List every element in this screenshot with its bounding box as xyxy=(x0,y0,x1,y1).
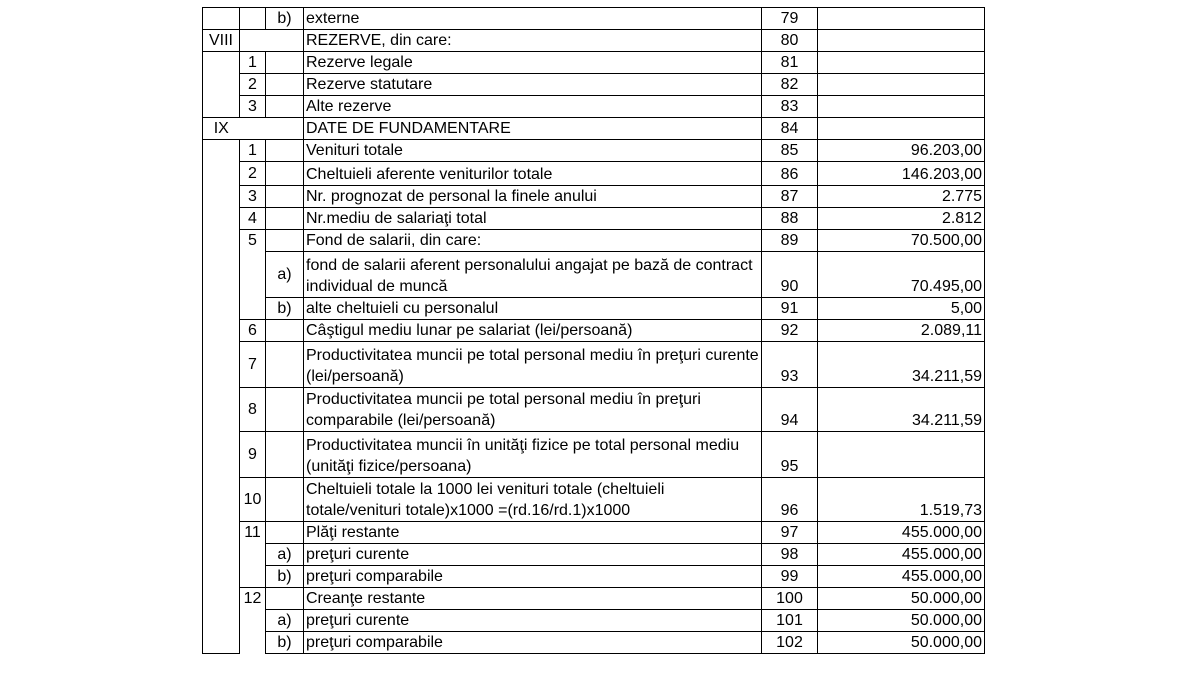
value-cell: 70.495,00 xyxy=(818,252,985,298)
roman-numeral-cell xyxy=(203,298,240,320)
table-row xyxy=(203,186,985,208)
item-number-cell xyxy=(240,298,266,320)
item-number-cell: 1 xyxy=(240,52,266,74)
value-cell: 1.519,73 xyxy=(818,478,985,522)
description-cell: Câştigul mediu lunar pe salariat (lei/persoană) xyxy=(304,320,762,342)
roman-numeral-cell: IX xyxy=(203,118,240,140)
table-row xyxy=(203,478,985,522)
value-cell xyxy=(818,432,985,478)
row-code-cell: 95 xyxy=(762,432,818,478)
table-row xyxy=(203,610,985,632)
sub-item-cell: b) xyxy=(266,632,304,654)
roman-numeral-cell xyxy=(203,588,240,610)
row-code-cell: 98 xyxy=(762,544,818,566)
description-cell: Plăţi restante xyxy=(304,522,762,544)
sub-item-cell xyxy=(266,30,304,52)
roman-numeral-cell xyxy=(203,162,240,186)
row-code-cell: 100 xyxy=(762,588,818,610)
roman-numeral-cell xyxy=(203,342,240,388)
sub-item-cell: b) xyxy=(266,566,304,588)
table-row xyxy=(203,432,985,478)
roman-numeral-cell xyxy=(203,52,240,74)
value-cell: 50.000,00 xyxy=(818,610,985,632)
item-number-cell: 4 xyxy=(240,208,266,230)
item-number-cell xyxy=(240,632,266,654)
roman-numeral-cell xyxy=(203,208,240,230)
table-row xyxy=(203,388,985,432)
description-cell: DATE DE FUNDAMENTARE xyxy=(304,118,762,140)
item-number-cell: 2 xyxy=(240,162,266,186)
table-row xyxy=(203,320,985,342)
value-cell: 146.203,00 xyxy=(818,162,985,186)
value-cell: 2.775 xyxy=(818,186,985,208)
row-code-cell: 96 xyxy=(762,478,818,522)
table-row xyxy=(203,566,985,588)
value-cell xyxy=(818,96,985,118)
row-code-cell: 90 xyxy=(762,252,818,298)
description-cell: Creanţe restante xyxy=(304,588,762,610)
roman-numeral-cell xyxy=(203,388,240,432)
value-cell: 455.000,00 xyxy=(818,522,985,544)
description-cell: Venituri totale xyxy=(304,140,762,162)
sub-item-cell: a) xyxy=(266,610,304,632)
item-number-cell: 3 xyxy=(240,186,266,208)
item-number-cell xyxy=(240,566,266,588)
sub-item-cell xyxy=(266,96,304,118)
item-number-cell xyxy=(240,118,266,140)
row-code-cell: 97 xyxy=(762,522,818,544)
row-code-cell: 79 xyxy=(762,8,818,30)
description-cell: Alte rezerve xyxy=(304,96,762,118)
value-cell: 34.211,59 xyxy=(818,342,985,388)
budget-table xyxy=(202,7,985,654)
item-number-cell: 2 xyxy=(240,74,266,96)
table-row xyxy=(203,74,985,96)
item-number-cell: 9 xyxy=(240,432,266,478)
roman-numeral-cell xyxy=(203,566,240,588)
roman-numeral-cell xyxy=(203,8,240,30)
roman-numeral-cell xyxy=(203,478,240,522)
value-cell: 70.500,00 xyxy=(818,230,985,252)
description-cell: Cheltuieli totale la 1000 lei venituri totale (cheltuieli totale/venituri totale)x1000 =(rd.16/rd.1)x1000 xyxy=(304,478,762,522)
item-number-cell: 11 xyxy=(240,522,266,544)
table-row xyxy=(203,632,985,654)
table-row xyxy=(203,522,985,544)
table-body xyxy=(203,8,985,654)
sub-item-cell xyxy=(266,478,304,522)
roman-numeral-cell xyxy=(203,252,240,298)
roman-numeral-cell xyxy=(203,74,240,96)
item-number-cell xyxy=(240,252,266,298)
value-cell: 2.089,11 xyxy=(818,320,985,342)
description-cell: Nr. prognozat de personal la finele anului xyxy=(304,186,762,208)
table-row xyxy=(203,588,985,610)
description-cell: preţuri comparabile xyxy=(304,632,762,654)
description-cell: Fond de salarii, din care: xyxy=(304,230,762,252)
description-cell: Productivitatea muncii pe total personal mediu în preţuri curente (lei/persoană) xyxy=(304,342,762,388)
table-row xyxy=(203,96,985,118)
table-row xyxy=(203,140,985,162)
row-code-cell: 85 xyxy=(762,140,818,162)
description-cell: preţuri curente xyxy=(304,610,762,632)
value-cell: 2.812 xyxy=(818,208,985,230)
value-cell: 455.000,00 xyxy=(818,544,985,566)
description-cell: Rezerve legale xyxy=(304,52,762,74)
item-number-cell: 1 xyxy=(240,140,266,162)
value-cell: 5,00 xyxy=(818,298,985,320)
row-code-cell: 91 xyxy=(762,298,818,320)
description-cell: Rezerve statutare xyxy=(304,74,762,96)
sub-item-cell xyxy=(266,588,304,610)
sub-item-cell xyxy=(266,208,304,230)
item-number-cell: 5 xyxy=(240,230,266,252)
roman-numeral-cell xyxy=(203,544,240,566)
row-code-cell: 82 xyxy=(762,74,818,96)
item-number-cell xyxy=(240,8,266,30)
description-cell: Nr.mediu de salariaţi total xyxy=(304,208,762,230)
budget-table-sheet xyxy=(202,7,985,654)
row-code-cell: 80 xyxy=(762,30,818,52)
row-code-cell: 101 xyxy=(762,610,818,632)
sub-item-cell xyxy=(266,186,304,208)
value-cell: 50.000,00 xyxy=(818,588,985,610)
roman-numeral-cell xyxy=(203,186,240,208)
table-row xyxy=(203,298,985,320)
description-cell: fond de salarii aferent personalului angajat pe bază de contract individual de muncă xyxy=(304,252,762,298)
description-cell: alte cheltuieli cu personalul xyxy=(304,298,762,320)
roman-numeral-cell xyxy=(203,522,240,544)
item-number-cell: 7 xyxy=(240,342,266,388)
description-cell: REZERVE, din care: xyxy=(304,30,762,52)
roman-numeral-cell xyxy=(203,230,240,252)
value-cell xyxy=(818,52,985,74)
item-number-cell: 12 xyxy=(240,588,266,610)
row-code-cell: 87 xyxy=(762,186,818,208)
sub-item-cell xyxy=(266,230,304,252)
value-cell: 455.000,00 xyxy=(818,566,985,588)
sub-item-cell: a) xyxy=(266,544,304,566)
roman-numeral-cell xyxy=(203,632,240,654)
item-number-cell: 6 xyxy=(240,320,266,342)
table-row xyxy=(203,30,985,52)
value-cell: 96.203,00 xyxy=(818,140,985,162)
description-cell: preţuri comparabile xyxy=(304,566,762,588)
item-number-cell: 10 xyxy=(240,478,266,522)
item-number-cell xyxy=(240,30,266,52)
table-row xyxy=(203,208,985,230)
sub-item-cell xyxy=(266,162,304,186)
sub-item-cell xyxy=(266,388,304,432)
roman-numeral-cell: VIII xyxy=(203,30,240,52)
sub-item-cell xyxy=(266,74,304,96)
sub-item-cell xyxy=(266,522,304,544)
table-row xyxy=(203,252,985,298)
table-row xyxy=(203,230,985,252)
description-cell: Productivitatea muncii în unităţi fizice pe total personal mediu (unităţi fizice/persoana) xyxy=(304,432,762,478)
table-row xyxy=(203,118,985,140)
roman-numeral-cell xyxy=(203,320,240,342)
description-cell: Productivitatea muncii pe total personal mediu în preţuri comparabile (lei/persoană) xyxy=(304,388,762,432)
sub-item-cell: a) xyxy=(266,252,304,298)
sub-item-cell xyxy=(266,140,304,162)
value-cell xyxy=(818,118,985,140)
row-code-cell: 99 xyxy=(762,566,818,588)
sub-item-cell xyxy=(266,52,304,74)
row-code-cell: 92 xyxy=(762,320,818,342)
description-cell: externe xyxy=(304,8,762,30)
sub-item-cell xyxy=(266,320,304,342)
item-number-cell: 3 xyxy=(240,96,266,118)
value-cell: 34.211,59 xyxy=(818,388,985,432)
item-number-cell: 8 xyxy=(240,388,266,432)
roman-numeral-cell xyxy=(203,96,240,118)
sub-item-cell xyxy=(266,342,304,388)
roman-numeral-cell xyxy=(203,432,240,478)
table-row xyxy=(203,8,985,30)
sub-item-cell: b) xyxy=(266,8,304,30)
row-code-cell: 102 xyxy=(762,632,818,654)
roman-numeral-cell xyxy=(203,610,240,632)
row-code-cell: 88 xyxy=(762,208,818,230)
row-code-cell: 81 xyxy=(762,52,818,74)
value-cell xyxy=(818,74,985,96)
row-code-cell: 93 xyxy=(762,342,818,388)
sub-item-cell xyxy=(266,118,304,140)
value-cell xyxy=(818,8,985,30)
table-row xyxy=(203,162,985,186)
roman-numeral-cell xyxy=(203,140,240,162)
table-row xyxy=(203,544,985,566)
row-code-cell: 86 xyxy=(762,162,818,186)
item-number-cell xyxy=(240,610,266,632)
item-number-cell xyxy=(240,544,266,566)
table-row xyxy=(203,342,985,388)
value-cell xyxy=(818,30,985,52)
row-code-cell: 89 xyxy=(762,230,818,252)
row-code-cell: 83 xyxy=(762,96,818,118)
description-cell: preţuri curente xyxy=(304,544,762,566)
sub-item-cell: b) xyxy=(266,298,304,320)
sub-item-cell xyxy=(266,432,304,478)
table-row xyxy=(203,52,985,74)
value-cell: 50.000,00 xyxy=(818,632,985,654)
row-code-cell: 84 xyxy=(762,118,818,140)
description-cell: Cheltuieli aferente veniturilor totale xyxy=(304,162,762,186)
row-code-cell: 94 xyxy=(762,388,818,432)
